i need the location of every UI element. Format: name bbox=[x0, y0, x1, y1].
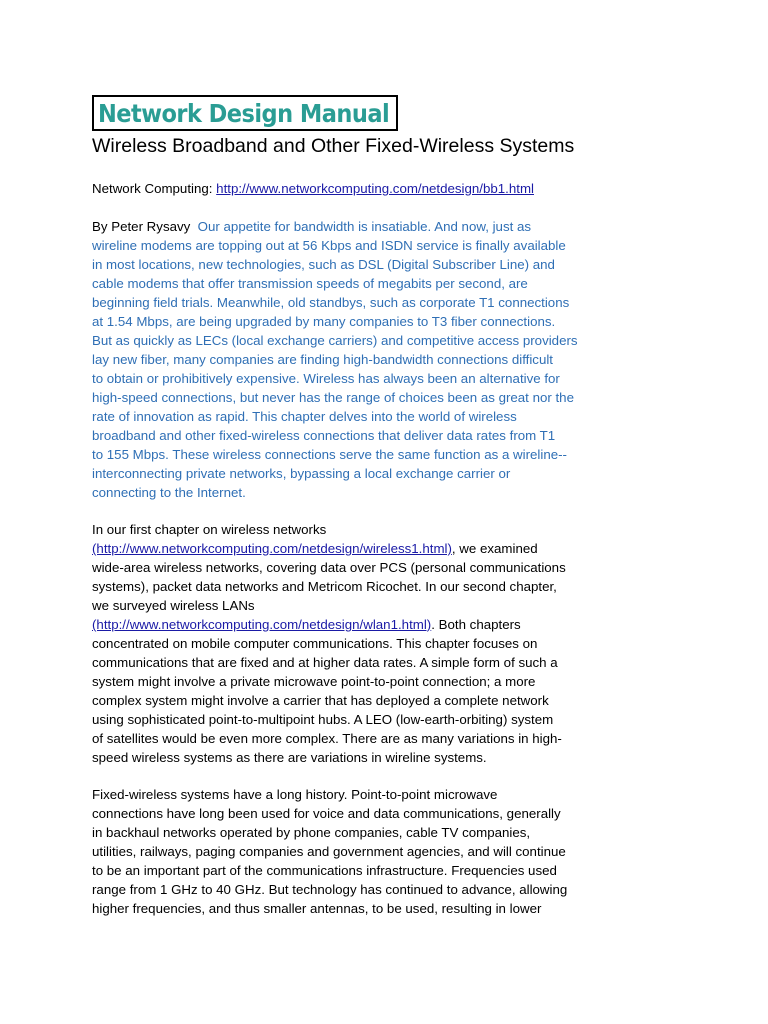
intro-line: at 1.54 Mbps, are being upgraded by many companies to T3 fiber connections. bbox=[92, 314, 556, 329]
paragraph-line: speed wireless systems as there are variations in wireline systems. bbox=[92, 750, 487, 765]
intro-line: high-speed connections, but never has the range of choices been as great nor the bbox=[92, 390, 574, 405]
paragraph-line: of satellites would be even more complex. There are as many variations in high- bbox=[92, 731, 562, 746]
intro-line: rate of innovation as rapid. This chapter delves into the world of wireless bbox=[92, 409, 517, 424]
intro-line: interconnecting private networks, bypassing a local exchange carrier or bbox=[92, 466, 511, 481]
page-title: Wireless Broadband and Other Fixed-Wireless Systems bbox=[92, 135, 575, 157]
wlan1-link[interactable]: (http://www.networkcomputing.com/netdesign/wlan1.html) bbox=[92, 617, 432, 632]
paragraph-line: system might involve a private microwave point-to-point connection; a more bbox=[92, 674, 536, 689]
intro-line: in most locations, new technologies, such as DSL (Digital Subscriber Line) and bbox=[92, 257, 555, 272]
intro-line: cable modems that offer transmission speeds of megabits per second, are bbox=[92, 276, 528, 291]
paragraph-line: we surveyed wireless LANs bbox=[92, 598, 255, 613]
paragraph-2 bbox=[92, 520, 592, 767]
paragraph-line: complex system might involve a carrier that has deployed a complete network bbox=[92, 693, 549, 708]
paragraph-line: Fixed-wireless systems have a long history. Point-to-point microwave bbox=[92, 787, 498, 802]
intro-line: lay new fiber, many companies are finding high-bandwidth connections difficult bbox=[92, 352, 553, 367]
paragraph-fragment: , we examined bbox=[451, 541, 538, 556]
wireless1-link[interactable]: (http://www.networkcomputing.com/netdesign/wireless1.html) bbox=[92, 541, 452, 556]
paragraph-line: utilities, railways, paging companies and government agencies, and will continue bbox=[92, 844, 566, 859]
paragraph-3 bbox=[92, 785, 592, 918]
source-label: Network Computing: bbox=[92, 181, 213, 196]
paragraph-line: range from 1 GHz to 40 GHz. But technology has continued to advance, allowing bbox=[92, 882, 568, 897]
paragraph-line: In our first chapter on wireless networks bbox=[92, 522, 327, 537]
paragraph-line: concentrated on mobile computer communications. This chapter focuses on bbox=[92, 636, 538, 651]
intro-line: broadband and other fixed-wireless connections that deliver data rates from T1 bbox=[92, 428, 556, 443]
logo-box bbox=[92, 95, 398, 131]
paragraph-line: using sophisticated point-to-multipoint hubs. A LEO (low-earth-orbiting) system bbox=[92, 712, 554, 727]
intro-line: connecting to the Internet. bbox=[92, 485, 246, 500]
paragraph-line: in backhaul networks operated by phone companies, cable TV companies, bbox=[92, 825, 531, 840]
intro-line: to 155 Mbps. These wireless connections serve the same function as a wireline-- bbox=[92, 447, 567, 462]
logo-text: Network Design Manual bbox=[98, 99, 390, 128]
intro-line: But as quickly as LECs (local exchange carriers) and competitive access providers bbox=[92, 333, 578, 348]
intro-line: beginning field trials. Meanwhile, old standbys, such as corporate T1 connections bbox=[92, 295, 570, 310]
byline: By Peter Rysavy bbox=[92, 219, 191, 234]
paragraph-line: higher frequencies, and thus smaller antennas, to be used, resulting in lower bbox=[92, 901, 542, 916]
source-link[interactable]: http://www.networkcomputing.com/netdesign/bb1.html bbox=[216, 181, 534, 196]
paragraph-line: to be an important part of the communications infrastructure. Frequencies used bbox=[92, 863, 557, 878]
intro-paragraph bbox=[92, 217, 592, 502]
paragraph-line: systems), packet data networks and Metricom Ricochet. In our second chapter, bbox=[92, 579, 557, 594]
source-line bbox=[92, 179, 592, 198]
paragraph-line: communications that are fixed and at higher data rates. A simple form of such a bbox=[92, 655, 558, 670]
intro-line: Our appetite for bandwidth is insatiable. And now, just as bbox=[197, 219, 532, 234]
paragraph-line: wide-area wireless networks, covering data over PCS (personal communications bbox=[92, 560, 566, 575]
paragraph-line: connections have long been used for voice and data communications, generally bbox=[92, 806, 561, 821]
paragraph-fragment: . Both chapters bbox=[431, 617, 521, 632]
intro-line: wireline modems are topping out at 56 Kbps and ISDN service is finally available bbox=[92, 238, 566, 253]
intro-line: to obtain or prohibitively expensive. Wireless has always been an alternative for bbox=[92, 371, 560, 386]
